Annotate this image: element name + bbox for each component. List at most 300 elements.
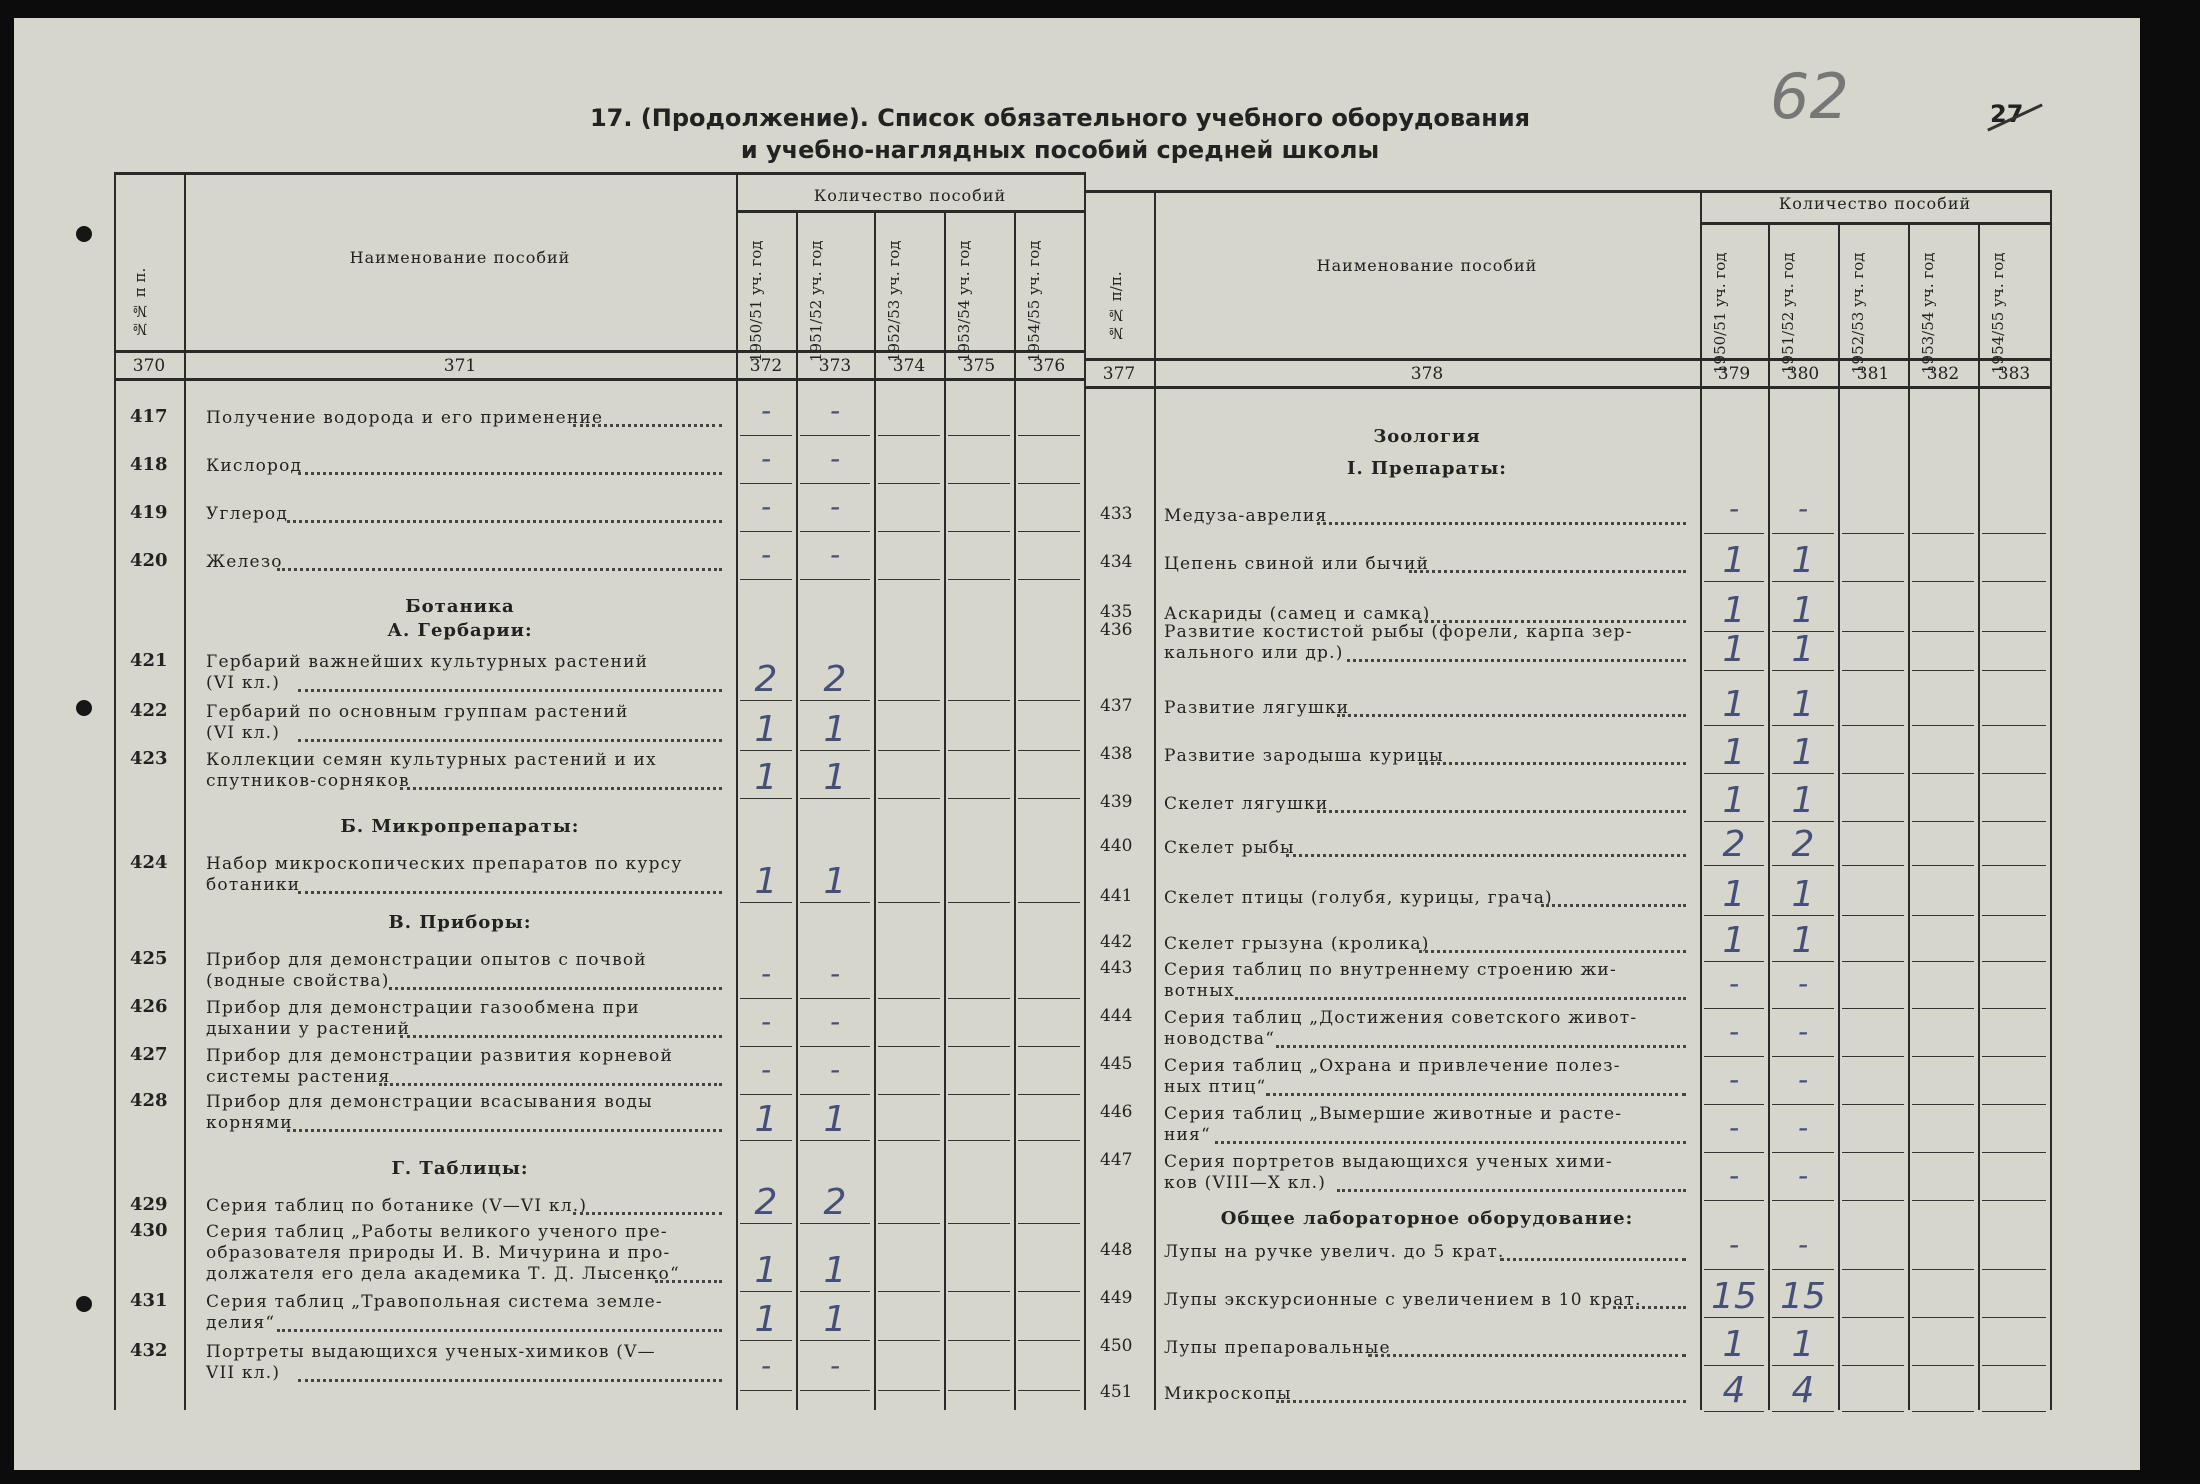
row-number: 423 (130, 748, 168, 769)
table-top-rule (114, 172, 1084, 175)
handwritten-quantity: 1 (823, 1099, 847, 1140)
cell-rule (740, 1046, 792, 1047)
cell-rule (1912, 1152, 1974, 1153)
cell-rule (1842, 1411, 1904, 1412)
cell-rule (1912, 1317, 1974, 1318)
item-name-line: ных птиц“ (1164, 1077, 1267, 1097)
handwritten-quantity: 2 (1722, 824, 1746, 865)
cell-rule (1018, 1046, 1080, 1047)
cell-rule (1982, 821, 2046, 822)
cell-rule (948, 998, 1010, 999)
row-number: 450 (1100, 1336, 1133, 1356)
leader-dots (1276, 1045, 1686, 1048)
handwritten-quantity: - (760, 538, 772, 571)
cell-rule (948, 902, 1010, 903)
quantity-header-rule (1700, 222, 2050, 225)
item-name-line: спутников-сорняков (206, 771, 410, 791)
cell-rule (1912, 1365, 1974, 1366)
cell-rule (1018, 1390, 1080, 1391)
leader-dots (1266, 1093, 1686, 1096)
cell-rule (1772, 961, 1834, 962)
item-name-line: образователя природы И. В. Мичурина и про- (206, 1243, 671, 1263)
handwritten-quantity: - (829, 442, 841, 475)
leader-dots (1235, 997, 1686, 1000)
cell-rule (878, 1291, 940, 1292)
cell-rule (1772, 725, 1834, 726)
column-line (1978, 222, 1980, 1410)
handwritten-quantity: 1 (754, 757, 778, 798)
cell-rule (1772, 1365, 1834, 1366)
leader-dots (1613, 1306, 1686, 1309)
year-column-header: 1950/51 уч. год (1711, 252, 1729, 374)
cell-rule (948, 1046, 1010, 1047)
item-name-line: Гербарий важнейших культурных растений (206, 652, 649, 672)
item-name-line: VII кл.) (206, 1363, 281, 1383)
cell-rule (1842, 865, 1904, 866)
table-top-rule (1084, 190, 2050, 193)
header-bottom-rule (114, 350, 1084, 353)
cell-rule (1982, 1317, 2046, 1318)
item-name-line: ков (VIII—X кл.) (1164, 1173, 1327, 1193)
column-line (796, 210, 798, 1410)
column-number: 370 (132, 356, 166, 376)
handwritten-quantity: - (1728, 1063, 1740, 1096)
table-title-line1: 17. (Продолжение). Список обязательного учебного оборудования (589, 104, 1531, 132)
row-number: 443 (1100, 958, 1133, 978)
cell-rule (1842, 961, 1904, 962)
cell-rule (1912, 773, 1974, 774)
handwritten-quantity: 1 (823, 861, 847, 902)
cell-rule (1772, 1056, 1834, 1057)
row-number: 451 (1100, 1382, 1133, 1402)
cell-rule (740, 531, 792, 532)
item-name-line: Прибор для демонстрации всасывания воды (206, 1092, 653, 1112)
cell-rule (1018, 531, 1080, 532)
row-number: 433 (1100, 504, 1133, 524)
cell-rule (800, 1140, 870, 1141)
number-column-header: №№ п п. (131, 267, 149, 338)
handwritten-quantity: 1 (823, 709, 847, 750)
cell-rule (800, 750, 870, 751)
handwritten-quantity: 2 (754, 1182, 778, 1223)
cell-rule (1842, 915, 1904, 916)
cell-rule (800, 700, 870, 701)
cell-rule (1982, 1269, 2046, 1270)
item-name-line: Скелет лягушки (1164, 794, 1329, 814)
cell-rule (1704, 1200, 1764, 1201)
handwritten-quantity: 15 (1780, 1276, 1826, 1317)
row-number: 446 (1100, 1102, 1133, 1122)
subsection-heading: А. Гербарии: (387, 620, 533, 641)
item-name-line: Аскариды (самец и самка) (1164, 604, 1431, 624)
cell-rule (1704, 773, 1764, 774)
cell-rule (1982, 1411, 2046, 1412)
cell-rule (1912, 1269, 1974, 1270)
item-name-line: ния“ (1164, 1125, 1211, 1145)
cell-rule (740, 700, 792, 701)
cell-rule (1704, 1152, 1764, 1153)
item-name-line: Развитие костистой рыбы (форели, карпа зер- (1164, 622, 1633, 642)
row-number: 435 (1100, 602, 1133, 622)
item-name-line: Прибор для демонстрации развития корневой (206, 1046, 673, 1066)
cell-rule (1772, 865, 1834, 866)
quantity-header: Количество пособий (813, 186, 1007, 205)
leader-dots (1419, 950, 1686, 953)
cell-rule (1912, 1200, 1974, 1201)
cell-rule (1704, 581, 1764, 582)
handwritten-quantity: - (760, 442, 772, 475)
item-name-line: Развитие зародыша курицы (1164, 746, 1444, 766)
cell-rule (800, 1291, 870, 1292)
column-line (1838, 222, 1840, 1410)
cell-rule (878, 998, 940, 999)
cell-rule (1912, 670, 1974, 671)
handwritten-quantity: - (1728, 1111, 1740, 1144)
handwritten-quantity: 1 (1722, 874, 1746, 915)
header-bottom-rule (1084, 358, 2050, 361)
leader-dots (1500, 1258, 1686, 1261)
handwritten-quantity: 1 (754, 1299, 778, 1340)
cell-rule (1772, 1008, 1834, 1009)
column-number: 377 (1102, 364, 1136, 384)
item-name-line: ботаники (206, 875, 301, 895)
item-name-line: корнями (206, 1113, 293, 1133)
cell-rule (878, 1140, 940, 1141)
cell-rule (1704, 915, 1764, 916)
cell-rule (1982, 533, 2046, 534)
cell-rule (1842, 773, 1904, 774)
item-name-line: (водные свойства) (206, 971, 390, 991)
row-number: 442 (1100, 932, 1133, 952)
row-number: 445 (1100, 1054, 1133, 1074)
handwritten-quantity: - (760, 490, 772, 523)
cell-rule (800, 531, 870, 532)
year-column-header: 1953/54 уч. год (1919, 252, 1937, 374)
item-name-line: Лупы на ручке увелич. до 5 крат. (1164, 1242, 1505, 1262)
row-number: 440 (1100, 836, 1133, 856)
leader-dots (287, 1129, 722, 1132)
item-name-line: Серия таблиц „Травопольная система земле- (206, 1292, 663, 1312)
cell-rule (1912, 1056, 1974, 1057)
row-number: 447 (1100, 1150, 1133, 1170)
cell-rule (1842, 1200, 1904, 1201)
item-name-line: делия“ (206, 1313, 276, 1333)
handwritten-quantity: 1 (1791, 590, 1815, 631)
cell-rule (1772, 1317, 1834, 1318)
handwritten-quantity: 1 (1722, 684, 1746, 725)
cell-rule (740, 1223, 792, 1224)
item-name-line: (VI кл.) (206, 723, 281, 743)
cell-rule (1704, 865, 1764, 866)
item-name-line: Гербарий по основным группам растений (206, 702, 629, 722)
cell-rule (1912, 533, 1974, 534)
cell-rule (878, 579, 940, 580)
leader-dots (1276, 1400, 1686, 1403)
year-column-header: 1951/52 уч. год (807, 240, 825, 362)
handwritten-quantity: - (829, 538, 841, 571)
item-name-line: Цепень свиной или бычий (1164, 554, 1430, 574)
handwritten-quantity: - (829, 394, 841, 427)
item-name-line: Набор микроскопических препаратов по курсу (206, 854, 683, 874)
handwritten-quantity: 1 (1722, 920, 1746, 961)
cell-rule (1842, 725, 1904, 726)
cell-rule (1912, 961, 1974, 962)
handwritten-quantity: 1 (754, 709, 778, 750)
column-number: 374 (892, 356, 926, 376)
leader-dots (573, 424, 722, 427)
cell-rule (1912, 865, 1974, 866)
cell-rule (948, 579, 1010, 580)
row-number: 419 (130, 502, 168, 523)
leader-dots (298, 689, 722, 692)
cell-rule (1018, 1140, 1080, 1141)
cell-rule (1704, 670, 1764, 671)
cell-rule (1982, 1104, 2046, 1105)
item-name-line: Серия таблиц по ботанике (V—VI кл.) (206, 1196, 588, 1216)
column-line (1768, 222, 1770, 1410)
cell-rule (800, 483, 870, 484)
handwritten-quantity: - (1728, 1015, 1740, 1048)
cell-rule (1982, 1365, 2046, 1366)
cell-rule (878, 1046, 940, 1047)
name-column-header: Наименование пособий (349, 248, 571, 267)
item-name-line: Железо (206, 552, 283, 572)
cell-rule (740, 579, 792, 580)
cell-rule (1772, 533, 1834, 534)
leader-dots (1215, 1141, 1686, 1144)
cell-rule (1704, 725, 1764, 726)
handwritten-quantity: 1 (1791, 629, 1815, 670)
handwritten-quantity: - (1797, 1015, 1809, 1048)
leader-dots (1541, 904, 1686, 907)
handwritten-quantity: - (829, 957, 841, 990)
cell-rule (1704, 1269, 1764, 1270)
item-name-line: системы растения (206, 1067, 391, 1087)
cell-rule (948, 435, 1010, 436)
handwritten-quantity: 1 (1722, 590, 1746, 631)
cell-rule (1982, 670, 2046, 671)
handwritten-quantity: - (760, 1053, 772, 1086)
cell-rule (740, 1094, 792, 1095)
leader-dots (1286, 854, 1686, 857)
leader-dots (400, 787, 722, 790)
leader-dots (1317, 810, 1686, 813)
column-line (2050, 190, 2052, 1410)
cell-rule (740, 1390, 792, 1391)
row-number: 430 (130, 1220, 168, 1241)
column-line (1084, 172, 1086, 1410)
leader-dots (298, 891, 722, 894)
section-heading: Зоология (1373, 426, 1481, 447)
item-name-line: кального или др.) (1164, 643, 1344, 663)
cell-rule (740, 902, 792, 903)
handwritten-quantity: 15 (1711, 1276, 1757, 1317)
column-number: 379 (1717, 364, 1751, 384)
item-name-line: Серия таблиц „Достижения советского живот- (1164, 1008, 1638, 1028)
column-line (1014, 210, 1016, 1410)
binder-hole (76, 700, 92, 716)
cell-rule (878, 1340, 940, 1341)
cell-rule (1018, 798, 1080, 799)
cell-rule (878, 902, 940, 903)
row-number: 441 (1100, 886, 1133, 906)
leader-dots (1337, 714, 1686, 717)
cell-rule (740, 1140, 792, 1141)
row-number: 449 (1100, 1288, 1133, 1308)
year-column-header: 1954/55 уч. год (1989, 252, 2007, 374)
handwritten-quantity: - (760, 957, 772, 990)
item-name-line: вотных (1164, 981, 1235, 1001)
row-number: 434 (1100, 552, 1133, 572)
handwritten-quantity: 2 (1791, 824, 1815, 865)
item-name-line: Кислород (206, 456, 303, 476)
cell-rule (878, 700, 940, 701)
row-number: 436 (1100, 620, 1133, 640)
cell-rule (1704, 1317, 1764, 1318)
cell-rule (1018, 1223, 1080, 1224)
cell-rule (948, 1390, 1010, 1391)
row-number: 438 (1100, 744, 1133, 764)
cell-rule (948, 1291, 1010, 1292)
item-name-line: Микроскопы (1164, 1384, 1292, 1404)
page-number: 27 (1990, 100, 2024, 128)
cell-rule (1912, 631, 1974, 632)
cell-rule (1772, 581, 1834, 582)
name-column-header: Наименование пособий (1316, 256, 1538, 275)
row-number: 448 (1100, 1240, 1133, 1260)
item-name-line: Серия таблиц „Работы великого ученого пре- (206, 1222, 668, 1242)
cell-rule (948, 750, 1010, 751)
cell-rule (1704, 821, 1764, 822)
cell-rule (1018, 998, 1080, 999)
cell-rule (1842, 670, 1904, 671)
handwritten-quantity: - (829, 490, 841, 523)
cell-rule (1982, 1152, 2046, 1153)
row-number: 424 (130, 852, 168, 873)
cell-rule (1772, 670, 1834, 671)
cell-rule (800, 435, 870, 436)
cell-rule (1982, 725, 2046, 726)
cell-rule (1842, 533, 1904, 534)
cell-rule (1018, 1340, 1080, 1341)
cell-rule (740, 483, 792, 484)
cell-rule (948, 1340, 1010, 1341)
leader-dots (298, 1379, 722, 1382)
column-number: 381 (1856, 364, 1890, 384)
item-name-line: Получение водорода и его применение (206, 408, 604, 428)
cell-rule (878, 750, 940, 751)
cell-rule (800, 579, 870, 580)
cell-rule (740, 998, 792, 999)
column-number: 382 (1926, 364, 1960, 384)
cell-rule (1018, 1094, 1080, 1095)
year-column-header: 1951/52 уч. год (1779, 252, 1797, 374)
handwritten-quantity: 1 (1791, 1324, 1815, 1365)
cell-rule (1018, 435, 1080, 436)
leader-dots (277, 568, 722, 571)
leader-dots (277, 1329, 722, 1332)
item-name-line: Портреты выдающихся ученых-химиков (V— (206, 1342, 656, 1362)
handwritten-quantity: 1 (1722, 540, 1746, 581)
row-number: 418 (130, 454, 168, 475)
row-number: 444 (1100, 1006, 1133, 1026)
handwritten-quantity: 1 (754, 861, 778, 902)
handwritten-quantity: 1 (1791, 684, 1815, 725)
cell-rule (1772, 773, 1834, 774)
cell-rule (800, 1340, 870, 1341)
item-name-line: Лупы препаровальные (1164, 1338, 1391, 1358)
column-line (1908, 222, 1910, 1410)
cell-rule (1982, 1008, 2046, 1009)
handwritten-quantity: - (1728, 492, 1740, 525)
cell-rule (1842, 821, 1904, 822)
leader-dots (379, 1083, 722, 1086)
leader-dots (298, 739, 722, 742)
subsection-heading: В. Приборы: (388, 912, 532, 933)
cell-rule (1842, 1056, 1904, 1057)
cell-rule (948, 798, 1010, 799)
item-name-line: Скелет грызуна (кролика) (1164, 934, 1430, 954)
binder-hole (76, 1296, 92, 1312)
cell-rule (1018, 700, 1080, 701)
cell-rule (1772, 1269, 1834, 1270)
handwritten-quantity: 1 (1722, 732, 1746, 773)
column-number: 373 (818, 356, 852, 376)
handwritten-quantity: 1 (754, 1099, 778, 1140)
leader-dots (655, 1280, 722, 1283)
row-number: 422 (130, 700, 168, 721)
column-number: 383 (1997, 364, 2031, 384)
column-number: 371 (443, 356, 477, 376)
handwritten-quantity: 1 (1791, 874, 1815, 915)
column-line (874, 210, 876, 1410)
cell-rule (1842, 631, 1904, 632)
handwritten-quantity: 1 (1791, 540, 1815, 581)
year-column-header: 1952/53 уч. год (885, 240, 903, 362)
column-line (944, 210, 946, 1410)
cell-rule (1842, 581, 1904, 582)
cell-rule (800, 798, 870, 799)
row-number: 425 (130, 948, 168, 969)
handwritten-quantity: 1 (1791, 732, 1815, 773)
subsection-heading: I. Препараты: (1347, 458, 1507, 479)
leader-dots (573, 1212, 722, 1215)
row-number: 429 (130, 1194, 168, 1215)
handwritten-quantity: - (1728, 967, 1740, 1000)
cell-rule (878, 483, 940, 484)
cell-rule (878, 1094, 940, 1095)
cell-rule (1912, 1411, 1974, 1412)
row-number: 420 (130, 550, 168, 571)
table-title-line2: и учебно-наглядных пособий средней школы (740, 136, 1380, 164)
row-number: 437 (1100, 696, 1133, 716)
row-number: 427 (130, 1044, 168, 1065)
cell-rule (1982, 581, 2046, 582)
cell-rule (948, 531, 1010, 532)
binder-hole (76, 226, 92, 242)
handwritten-quantity: 2 (823, 659, 847, 700)
cell-rule (948, 700, 1010, 701)
item-name-line: Развитие лягушки (1164, 698, 1350, 718)
cell-rule (800, 1390, 870, 1391)
leader-dots (1337, 1189, 1686, 1192)
cell-rule (740, 1291, 792, 1292)
handwritten-quantity: 1 (1791, 920, 1815, 961)
item-name-line: Углерод (206, 504, 289, 524)
leader-dots (1419, 762, 1686, 765)
handwritten-quantity: 1 (823, 757, 847, 798)
cell-rule (1704, 1104, 1764, 1105)
